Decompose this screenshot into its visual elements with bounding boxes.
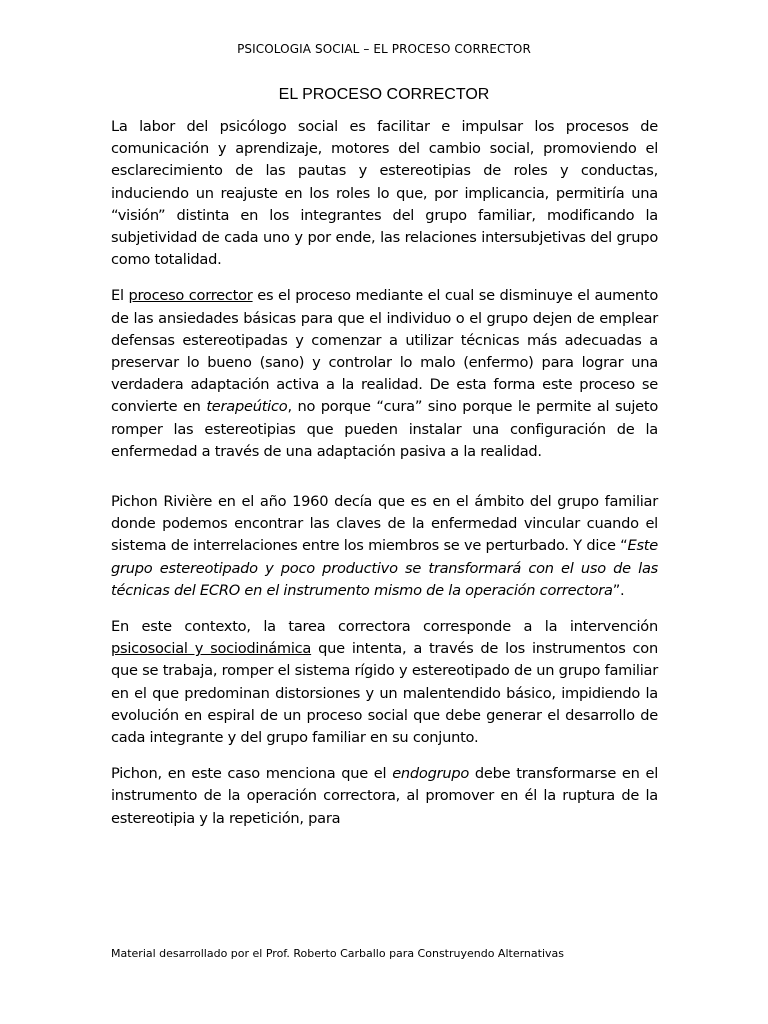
term-proceso-corrector: proceso corrector <box>128 287 253 305</box>
pichon-quote: Este grupo estereotipado y poco productivo se transformará con el uso de las técnicas del ECRO en el instrumento mismo de la operación correctora <box>111 537 658 599</box>
document-body <box>111 116 658 844</box>
paragraph-2 <box>111 285 658 463</box>
paragraph-5-text-2: debe transformarse en el instrumento de la operación correctora, al promover en él la ruptura de la estereotipia y la repetición, para <box>111 765 658 827</box>
term-psicosocial-sociodinamica: psicosocial y sociodinámica <box>111 640 312 658</box>
paragraph-4 <box>111 616 658 749</box>
italic-endogrupo: endogrupo <box>392 765 470 783</box>
paragraph-4-text-2: que intenta, a través de los instrumentos con que se trabaja, romper el sistema rígido y estereotipado de un grupo familiar en el que predominan distorsiones y un malentendido básico, impidiendo la evolución en espiral de un proceso social que debe generar el desarrollo de cada integrante y del grupo familiar en su conjunto. <box>111 640 658 747</box>
paragraph-3 <box>111 491 658 602</box>
paragraph-2-text-1: El <box>111 287 129 305</box>
paragraph-3-text-1: Pichon Rivière en el año 1960 decía que es en el ámbito del grupo familiar donde podemos encontrar las claves de la enfermedad vincular cuando el sistema de interrelaciones entre los miembros se ve perturbado. Y dice “ <box>111 493 658 555</box>
paragraph-5 <box>111 763 658 830</box>
paragraph-3-text-2: ”. <box>612 581 625 599</box>
paragraph-4-text-1: En este contexto, la tarea correctora corresponde a la intervención <box>111 618 658 636</box>
paragraph-1: La labor del psicólogo social es facilitar e impulsar los procesos de comunicación y aprendizaje, motores del cambio social, promoviendo el esclarecimiento de las pautas y estereotipias de roles y conductas, induciendo un reajuste en los roles lo que, por implicancia, permitiría una “visión” distinta en los integrantes del grupo familiar, modificando la subjetividad de cada uno y por ende, las relaciones intersubjetivas del grupo como totalidad. <box>111 118 658 269</box>
page-footer: Material desarrollado por el Prof. Roberto Carballo para Construyendo Alternativas <box>111 947 564 960</box>
paragraph-2-text-3: , no porque “cura” sino porque le permite al sujeto romper las estereotipias que pueden instalar una configuración de la enfermedad a través de una adaptación pasiva a la realidad. <box>111 398 659 460</box>
paragraph-2-text-2: es el proceso mediante el cual se disminuye el aumento de las ansiedades básicas para que el individuo o el grupo dejen de emplear defensas estereotipadas y comenzar a utilizar técnicas más adecuadas a preservar lo bueno (sano) y controlar lo malo (enfermo) para lograr una verdadera adaptación activa a la realidad. De esta forma este proceso se convierte en <box>111 287 658 416</box>
document-title: EL PROCESO CORRECTOR <box>278 86 490 103</box>
running-header: PSICOLOGIA SOCIAL – EL PROCESO CORRECTOR <box>237 42 531 56</box>
paragraph-5-text-1: Pichon, en este caso menciona que el <box>111 765 393 783</box>
italic-terapeutico: terapeútico <box>206 398 288 416</box>
